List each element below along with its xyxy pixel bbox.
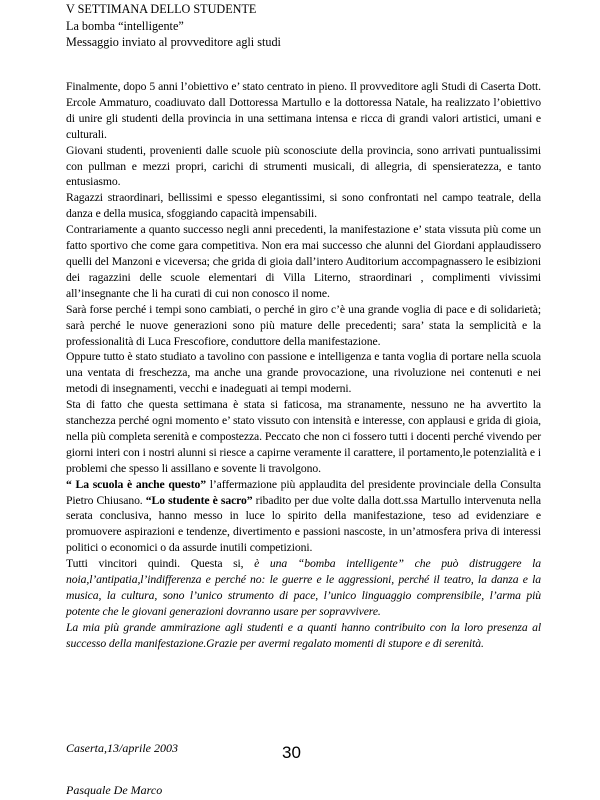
event-title: V SETTIMANA DELLO STUDENTE bbox=[66, 2, 257, 16]
paragraph-2: Giovani studenti, provenienti dalle scuole più sconosciute della provincia, sono arrivati puntualissimi con pullman e mezzi propri, carichi di strumenti musicali, di allegria, di spensieratezza, e tanto entusiasmo. bbox=[66, 143, 541, 189]
paragraph-8-text-2: ribadito per due volte dalla dott.ssa Martullo intervenuta nella serata conclusiva, hanno messo in luce lo spirito della manifestazione, teso ad evidenziare e promuovere aspirazioni e tendenze, divertimento e passioni nascoste, in un’atmosfera priva di interessi politici o economici o da assurde inutili competizioni. bbox=[66, 493, 541, 555]
article-subtitle: Messaggio inviato al provveditore agli studi bbox=[66, 35, 281, 49]
quote-lo-studente: “Lo studente è sacro” bbox=[145, 493, 253, 507]
paragraph-6: Oppure tutto è stato studiato a tavolino con passione e intelligenza e tanta voglia di portare nella scuola una ventata di freschezza, ma anche una grande provocazione, una rivoluzione nei contenuti e nei metodi di insegnamenti, vecchi e inadeguati ai tempi moderni. bbox=[66, 350, 541, 396]
article-body bbox=[66, 79, 541, 652]
paragraph-8-text-1: l’affermazione più applaudita del presidente provinciale della Consulta Pietro Chiusano. bbox=[66, 477, 541, 507]
document-header bbox=[66, 1, 536, 51]
page-number: 30 bbox=[282, 743, 301, 762]
paragraph-8 bbox=[66, 477, 541, 557]
paragraph-4: Contrariamente a quanto successo negli anni precedenti, la manifestazione e’ stata vissuta più come un fatto sportivo che come gara competitiva. Non era mai successo che alunni del Giordani applaudissero quelli del Manzoni e viceversa; che grida di gioia dall’intero Auditorium accompagnassero le esibizioni dei ragazzini delle scuole elementari di Villa Literno, straordinari , complimenti vivissimi all’insegnante che li ha curati di cui non conosco il nome. bbox=[66, 223, 541, 300]
paragraph-9-lead: Tutti vincitori quindi. Questa si, bbox=[66, 557, 255, 571]
paragraph-3: Ragazzi straordinari, bellissimi e spesso elegantissimi, si sono confrontati nel campo teatrale, della danza e della musica, sfoggiando capacità impensabili. bbox=[66, 191, 541, 221]
paragraph-10: La mia più grande ammirazione agli studenti e a quanti hanno contribuito con la loro presenza al successo della manifestazione.Grazie per avermi regalato momenti di stupore e di serenità. bbox=[66, 620, 541, 650]
place-date: Caserta,13/aprile 2003 bbox=[66, 741, 179, 755]
paragraph-5: Sarà forse perché i tempi sono cambiati, o perché in giro c’è una grande voglia di pace e di solidarietà; sarà perché le nuove generazioni sono più mature delle precedenti; sara’ stata la semplicità e la professionalità di Luca Frescofiore, conduttore della manifestazione. bbox=[66, 302, 541, 348]
article-title: La bomba “intelligente” bbox=[66, 18, 184, 33]
paragraph-1: Finalmente, dopo 5 anni l’obiettivo e’ stato centrato in pieno. Il provveditore agli Studi di Caserta Dott. Ercole Ammaturo, coadiuvato dall Dottoressa Martullo e la dottoressa Natale, ha realizzato l’obiettivo di unire gli studenti della provincia in una settimana intensa e ricca di grandi valori artistici, umani e culturali. bbox=[66, 80, 541, 141]
paragraph-9-italic: è una “bomba intelligente” che può distruggere la noia,l’antipatia,l’indifferenza e perché no: le guerre e le aggressioni, perché il teatro, la danza e la musica, la cultura, sono l’unico strumento di pace, l’unico linguaggio comprensibile, l’arma più potente che le giovani generazioni dovranno usare per sopravvivere. bbox=[66, 557, 541, 618]
quote-la-scuola: “ La scuola è anche questo” bbox=[66, 477, 206, 491]
author-signature: Pasquale De Marco bbox=[66, 783, 163, 797]
paragraph-7: Sta di fatto che questa settimana è stata si faticosa, ma stranamente, nessuno ne ha avvertito la stanchezza perché ogni momento e’ stato vissuto con intensità e interesse, con applausi e grida di gioia, nella più completa serenità e compostezza. Peccato che non ci fossero tutti i docenti perché vivendo per giorni interi con i nostri alunni si riesce a capirne veramente il carattere, il portamento,le potenzialità e i problemi che spesso li assillano e sovente li travolgono. bbox=[66, 398, 541, 475]
paragraph-9 bbox=[66, 556, 541, 620]
